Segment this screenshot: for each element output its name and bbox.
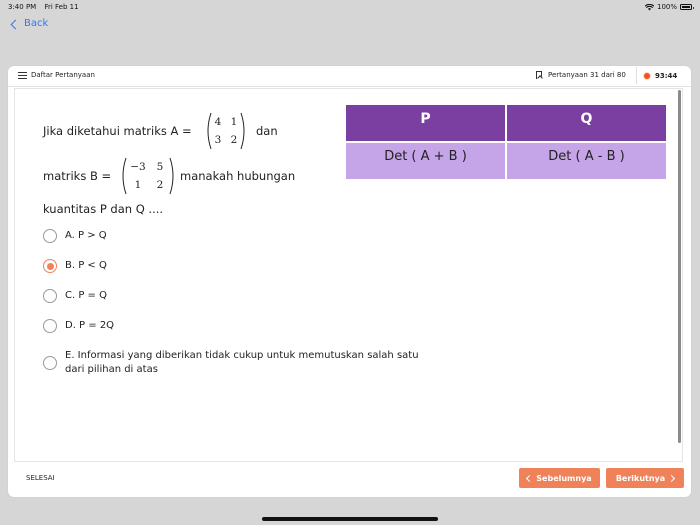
radio-button-selected[interactable] — [43, 259, 57, 273]
bookmark-icon[interactable] — [536, 71, 542, 79]
question-counter-text: Pertanyaan 31 dari 80 — [548, 71, 626, 79]
question-line-1-suffix: dan — [256, 124, 278, 138]
option-e[interactable] — [43, 349, 419, 377]
matrix-a-cell: 3 — [214, 134, 222, 146]
next-button[interactable] — [606, 468, 684, 488]
wifi-icon — [645, 4, 654, 11]
table-header-q: Q — [507, 105, 666, 141]
option-label — [65, 349, 419, 377]
previous-button[interactable] — [519, 468, 600, 488]
option-b[interactable] — [43, 259, 107, 273]
battery-icon — [680, 4, 692, 10]
table-cell-q: Det ( A - B ) — [507, 143, 666, 179]
chevron-left-icon — [11, 19, 21, 29]
timer — [636, 67, 677, 84]
radio-button[interactable] — [43, 289, 57, 303]
option-label: C. P = Q — [65, 290, 107, 301]
chevron-right-icon — [668, 474, 675, 481]
option-label-line-2: dari pilihan di atas — [65, 364, 158, 375]
question-line-2-prefix: matriks B = — [43, 169, 112, 183]
option-label: B. P < Q — [65, 260, 107, 271]
matrix-a-cell: 4 — [214, 116, 222, 128]
back-label: Back — [24, 18, 49, 29]
back-button[interactable] — [12, 18, 48, 29]
timer-value: 93:44 — [655, 71, 678, 80]
question-list-label: Daftar Pertanyaan — [31, 71, 95, 79]
question-list-button[interactable] — [18, 71, 95, 79]
option-label: A. P > Q — [65, 230, 107, 241]
option-a[interactable] — [43, 229, 107, 243]
option-c[interactable] — [43, 289, 107, 303]
timer-record-icon — [643, 72, 651, 80]
battery-percentage: 100% — [656, 3, 677, 11]
card-footer — [8, 464, 691, 497]
question-counter[interactable] — [536, 71, 626, 79]
radio-button[interactable] — [43, 229, 57, 243]
table-cell-p: Det ( A + B ) — [346, 143, 505, 179]
option-label-line-1: E. Informasi yang diberikan tidak cukup untuk memutuskan salah satu — [65, 350, 419, 361]
status-time: 3:40 PM — [8, 3, 37, 11]
chevron-left-icon — [526, 474, 533, 481]
status-date: Fri Feb 11 — [44, 3, 79, 11]
scrollbar[interactable] — [678, 90, 681, 443]
radio-button[interactable] — [43, 356, 57, 370]
next-label: Berikutnya — [615, 473, 666, 483]
status-bar — [0, 0, 700, 13]
option-d[interactable] — [43, 319, 114, 333]
finish-button[interactable]: SELESAI — [26, 474, 55, 482]
matrix-b-cell: 5 — [156, 161, 164, 173]
option-label: D. P = 2Q — [65, 320, 115, 331]
matrix-a-cell: 1 — [230, 116, 238, 128]
matrix-a-cell: 2 — [230, 134, 238, 146]
question-line-3: kuantitas P dan Q .... — [43, 202, 164, 216]
matrix-b-cell: 1 — [134, 179, 142, 191]
question-line-2-suffix: manakah hubungan — [180, 169, 296, 183]
matrix-b — [120, 157, 176, 195]
comparison-table — [346, 105, 666, 179]
matrix-a — [205, 112, 247, 150]
home-indicator[interactable] — [262, 517, 438, 521]
previous-label: Sebelumnya — [536, 473, 592, 483]
list-icon — [18, 72, 27, 79]
radio-button[interactable] — [43, 319, 57, 333]
table-header-p: P — [346, 105, 505, 141]
card-header — [8, 66, 691, 87]
matrix-b-cell: −3 — [130, 161, 146, 173]
matrix-b-cell: 2 — [156, 179, 164, 191]
question-line-1-prefix: Jika diketahui matriks A = — [43, 124, 192, 138]
